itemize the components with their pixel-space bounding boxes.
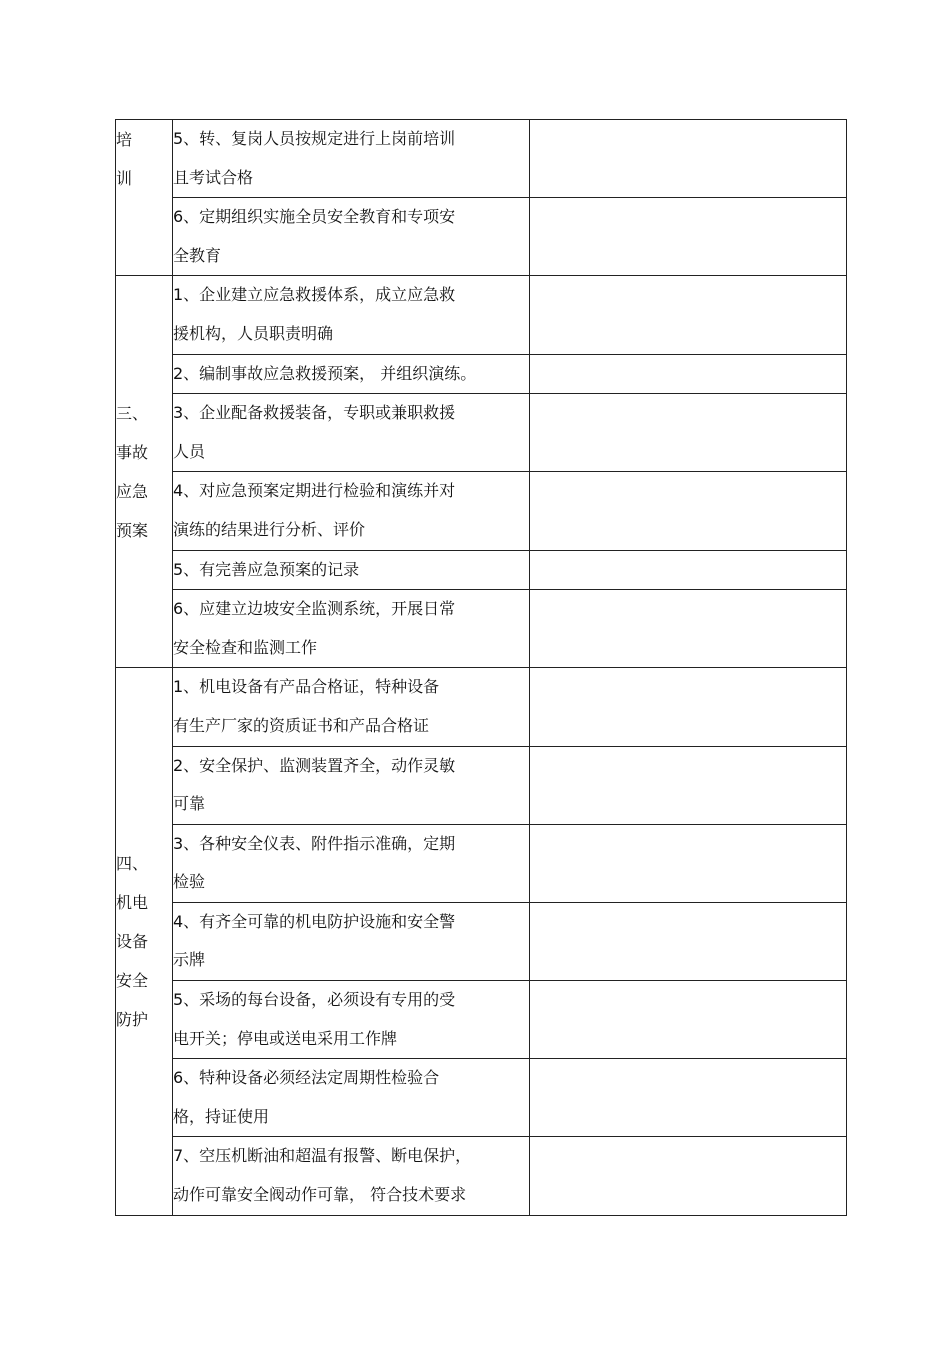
category-label-line: 培 (116, 130, 133, 149)
check-item-cell (173, 746, 530, 824)
check-item-text: 5、采场的每台设备，必须设有专用的受 (173, 990, 456, 1010)
check-item-cell (173, 120, 530, 198)
result-cell (530, 472, 847, 550)
category-label-line: 应急 (116, 481, 149, 501)
table-row (116, 824, 847, 902)
result-cell (530, 198, 847, 276)
check-item-text: 2、安全保护、监测装置齐全，动作灵敏 (173, 755, 456, 775)
category-label-line: 机电 (116, 892, 149, 912)
check-item-text: 1、企业建立应急救援体系，成立应急救 (173, 285, 456, 305)
check-item-text: 电开关；停电或送电采用工作牌 (173, 1028, 398, 1048)
check-item-text: 且考试合格 (173, 167, 254, 187)
check-item-text: 7、空压机断油和超温有报警、断电保护， (173, 1146, 472, 1166)
check-item-text: 人员 (173, 441, 206, 461)
table-row (116, 746, 847, 824)
check-item-cell (173, 472, 530, 550)
table-row (116, 198, 847, 276)
check-item-text: 援机构，人员职责明确 (173, 323, 334, 343)
category-cell (116, 668, 173, 1215)
result-cell (530, 394, 847, 472)
table-row (116, 590, 847, 668)
table-row (116, 1137, 847, 1215)
table-body (116, 120, 847, 1216)
category-label-line: 训 (116, 169, 133, 188)
result-cell (530, 824, 847, 902)
check-item-cell (173, 981, 530, 1059)
check-item-text: 动作可靠安全阀动作可靠， 符合技术要求 (173, 1185, 467, 1205)
result-cell (530, 1137, 847, 1215)
check-item-cell (173, 550, 530, 590)
table-row (116, 1059, 847, 1137)
check-item-cell (173, 394, 530, 472)
table-row (116, 668, 847, 746)
category-label-line: 防护 (116, 1009, 149, 1029)
result-cell (530, 902, 847, 980)
check-item-text: 5、有完善应急预案的记录 (173, 559, 360, 579)
table-row (116, 981, 847, 1059)
check-item-cell (173, 1059, 530, 1137)
check-item-cell (173, 276, 530, 354)
safety-checklist-table (115, 119, 847, 1216)
check-item-text: 4、对应急预案定期进行检验和演练并对 (173, 481, 456, 501)
check-item-text: 6、特种设备必须经法定周期性检验合 (173, 1068, 440, 1088)
table-row (116, 276, 847, 354)
check-item-cell (173, 1137, 530, 1215)
check-item-text: 示牌 (173, 950, 206, 970)
check-item-text: 全教育 (173, 245, 222, 265)
result-cell (530, 590, 847, 668)
category-label-line: 三、 (116, 403, 149, 423)
check-item-text: 格，持证使用 (173, 1106, 270, 1126)
table-row (116, 472, 847, 550)
result-cell (530, 550, 847, 590)
category-label-line: 安全 (116, 970, 149, 990)
check-item-cell (173, 668, 530, 746)
result-cell (530, 1059, 847, 1137)
check-item-text: 有生产厂家的资质证书和产品合格证 (173, 715, 430, 735)
category-label-line: 预案 (116, 520, 149, 540)
check-item-text: 6、应建立边坡安全监测系统，开展日常 (173, 599, 456, 619)
result-cell (530, 120, 847, 198)
table-row (116, 394, 847, 472)
table-row (116, 902, 847, 980)
result-cell (530, 354, 847, 394)
check-item-text: 5、转、复岗人员按规定进行上岗前培训 (173, 129, 456, 148)
check-item-cell (173, 824, 530, 902)
check-item-text: 演练的结果进行分析、评价 (173, 519, 366, 539)
category-label-line: 事故 (116, 442, 149, 462)
result-cell (530, 276, 847, 354)
table-row (116, 354, 847, 394)
check-item-cell (173, 902, 530, 980)
category-label-line: 四、 (116, 853, 149, 873)
check-item-text: 4、有齐全可靠的机电防护设施和安全警 (173, 911, 456, 931)
check-item-cell (173, 198, 530, 276)
category-label-line: 设备 (116, 931, 149, 951)
check-item-text: 检验 (173, 872, 206, 892)
check-item-text: 3、企业配备救援装备，专职或兼职救援 (173, 403, 456, 423)
result-cell (530, 668, 847, 746)
check-item-text: 可靠 (173, 794, 206, 814)
check-item-text: 1、机电设备有产品合格证，特种设备 (173, 677, 440, 697)
table-row (116, 550, 847, 590)
check-item-cell (173, 354, 530, 394)
check-item-text: 3、各种安全仪表、附件指示准确，定期 (173, 833, 456, 853)
category-cell (116, 120, 173, 276)
category-cell (116, 276, 173, 668)
table-row (116, 120, 847, 198)
result-cell (530, 746, 847, 824)
check-item-text: 6、定期组织实施全员安全教育和专项安 (173, 207, 456, 227)
check-item-text: 2、编制事故应急救援预案， 并组织演练。 (173, 363, 477, 383)
check-item-text: 安全检查和监测工作 (173, 637, 318, 657)
check-item-cell (173, 590, 530, 668)
result-cell (530, 981, 847, 1059)
